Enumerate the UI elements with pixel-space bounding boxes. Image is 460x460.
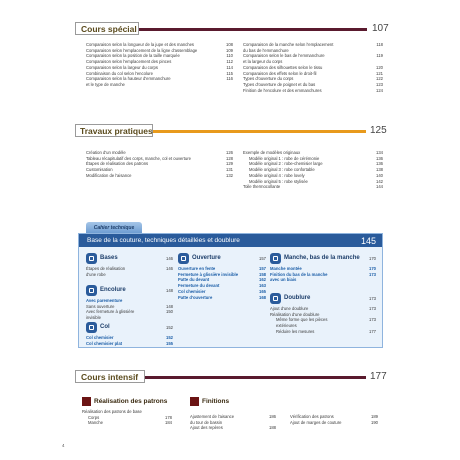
toc-travaux-pratiques-left	[86, 150, 233, 179]
bodice-icon	[86, 253, 97, 264]
page-number: 4	[62, 443, 65, 448]
section-bar	[145, 376, 366, 379]
toc-entry[interactable]: Col chemisier 152	[86, 335, 173, 340]
toc-entry[interactable]: Types d'ouverture du corps 122	[243, 76, 383, 82]
toc-entry[interactable]: Col chemisier 165	[178, 288, 266, 294]
cahier-technique-tab: Cahier technique	[86, 222, 142, 233]
toc-entry[interactable]: Modification de l'aisance 132	[86, 172, 233, 178]
neckline-icon	[86, 285, 97, 296]
square-marker-icon	[190, 397, 199, 406]
toc-entry[interactable]: Même forme que les pièces 173 extérieures	[276, 317, 376, 329]
toc-entry[interactable]: Création d'un modèle 126	[86, 150, 233, 155]
toc-entry[interactable]: Sans ouverture 148	[86, 303, 173, 309]
toc-entry[interactable]: Comparaison selon la largeur du corps 114	[86, 64, 233, 70]
toc-entry[interactable]: Manche montée 170	[270, 266, 376, 271]
section-title: Cours intensif	[81, 372, 139, 382]
toc-travaux-pratiques-right	[243, 150, 383, 190]
toc-entry[interactable]: Corps 178	[88, 414, 172, 420]
toc-entry[interactable]: Tableau récapitulatif des corps, manche, col et ouverture 128	[86, 155, 233, 161]
toc-entry[interactable]: Patte d'ouverture 168	[178, 294, 266, 300]
toc-entry[interactable]: Finition de l'encolure et des emmanchures 124	[243, 87, 383, 93]
toc-entry[interactable]: Comparaison selon l'emplacement de la ligne d'assemblage 109	[86, 47, 233, 53]
toc-entry[interactable]: Comparaison selon la longueur de la jupe et des manches 108	[86, 42, 233, 47]
toc-cours-special-right	[243, 42, 383, 93]
toc-entry[interactable]: Patte du devant 162	[178, 277, 266, 283]
toc-entry[interactable]: Ajustement de l'aisance 186 du tour de bassin	[190, 414, 276, 425]
toc-entry[interactable]: Exemple de modèles originaux 134	[243, 150, 383, 155]
toc-entry[interactable]: Modèle original 3 : robe confortable 138	[249, 167, 383, 173]
section-page-number: 145	[360, 235, 376, 246]
toc-entry[interactable]: Fermeture du devant 163	[178, 283, 266, 289]
subsection-header: Bases 146	[86, 253, 173, 264]
section-bar	[153, 130, 366, 133]
toc-entry[interactable]: Ajout d'une doublure 173	[270, 306, 376, 311]
collar-icon	[86, 322, 97, 333]
subsection-header: Col 152	[86, 322, 173, 333]
toc-cours-special-left	[86, 42, 233, 88]
toc-bases	[86, 253, 173, 277]
toc-entry[interactable]: Combinaison du col selon l'encolure 115	[86, 70, 233, 76]
toc-finitions-col2	[290, 414, 378, 425]
section-title: Travaux pratiques	[80, 126, 153, 136]
toc-encolure	[86, 285, 173, 321]
toc-entry[interactable]: Comparaison selon la position de la taille marquée 110	[86, 53, 233, 59]
subsection-header: Manche, bas de la manche 170	[270, 253, 376, 264]
toc-entry[interactable]: Types d'ouverture de poignet et du bas 123	[243, 81, 383, 87]
toc-entry[interactable]: Ouverture en fente 157	[178, 266, 266, 271]
toc-entry[interactable]: Comparaison selon la hauteur d'emmanchure 116 et le type de manche	[86, 76, 233, 87]
toc-entry[interactable]: Fermeture à glissière invisible 158	[178, 271, 266, 277]
toc-entry[interactable]: Toile thermocollante 144	[243, 184, 383, 190]
section-title: Cours spécial	[81, 24, 137, 34]
toc-entry[interactable]: Manche 184	[88, 420, 172, 426]
toc-entry[interactable]: Modèle original 2 : robe-chemisier large 136	[249, 161, 383, 167]
toc-entry[interactable]: Avec fermeture à glissière 150 invisible	[86, 309, 173, 321]
toc-manche	[270, 253, 376, 283]
section-page-number: 107	[372, 23, 389, 34]
sleeve-icon	[270, 253, 281, 264]
toc-entry[interactable]: Avec parementure	[86, 298, 123, 303]
toc-entry[interactable]: Réduire les mesures 177	[276, 328, 376, 334]
toc-entry[interactable]: Étapes de réalisation des patrons 129	[86, 161, 233, 167]
toc-finitions-col1	[190, 414, 276, 431]
toc-col	[86, 322, 173, 346]
toc-entry[interactable]: Comparaison selon l'emplacement des pinces 112	[86, 59, 233, 65]
toc-entry[interactable]: Modèle original 4 : robe lovely 140	[249, 172, 383, 178]
cahier-technique-header	[79, 234, 382, 247]
section-page-number: 125	[370, 125, 387, 136]
square-marker-icon	[82, 397, 91, 406]
toc-entry[interactable]: Étapes de réalisation 146 d'une robe	[86, 266, 173, 277]
subsection-header: Encolure 148	[86, 285, 173, 296]
toc-entry[interactable]: Comparaison de la manche selon l'emplacement 118 du bas de l'emmanchure	[243, 42, 383, 53]
toc-entry[interactable]: Réalisation des patrons de base	[82, 409, 142, 414]
toc-realisation-patrons	[82, 397, 172, 426]
subsection-header: Ouverture 157	[178, 253, 266, 264]
toc-entry[interactable]: Comparaison des effets selon le droit-fil 121	[243, 70, 383, 76]
toc-entry[interactable]: Ajout des repères 188	[190, 425, 276, 431]
toc-entry[interactable]: Vérification des patrons 189	[290, 414, 378, 419]
toc-entry[interactable]: Modèle original 5 : robe stylisée 142	[249, 178, 383, 184]
toc-entry[interactable]: Modèle original 1 : robe de cérémonie 136	[249, 155, 383, 161]
section-title: Base de la couture, techniques détaillées et doublure	[87, 237, 240, 244]
section-page-number: 177	[370, 371, 387, 382]
toc-entry[interactable]: Ajout de marges de couture 190	[290, 419, 378, 425]
opening-icon	[178, 253, 189, 264]
lining-icon	[270, 293, 281, 304]
subsection-header-finitions: Finitions	[190, 397, 229, 406]
subsection-header: Doublure 173	[270, 293, 376, 304]
toc-entry[interactable]: Finition du bas de la manche 173 avec un biais	[270, 271, 376, 283]
section-bar	[139, 28, 367, 31]
toc-entry[interactable]: Réalisation d'une doublure	[270, 311, 320, 317]
toc-entry[interactable]: Comparaison des silhouettes selon le tissu 120	[243, 64, 383, 70]
toc-entry[interactable]: Comparaison selon le bas de l'emmanchure 119 et la largeur du corps	[243, 53, 383, 65]
toc-entry[interactable]: Customisation 131	[86, 167, 233, 173]
toc-entry[interactable]: Col chemisier plat 155	[86, 340, 173, 346]
subsection-header: Réalisation des patrons	[82, 397, 172, 406]
toc-ouverture	[178, 253, 266, 300]
toc-doublure	[270, 293, 376, 335]
